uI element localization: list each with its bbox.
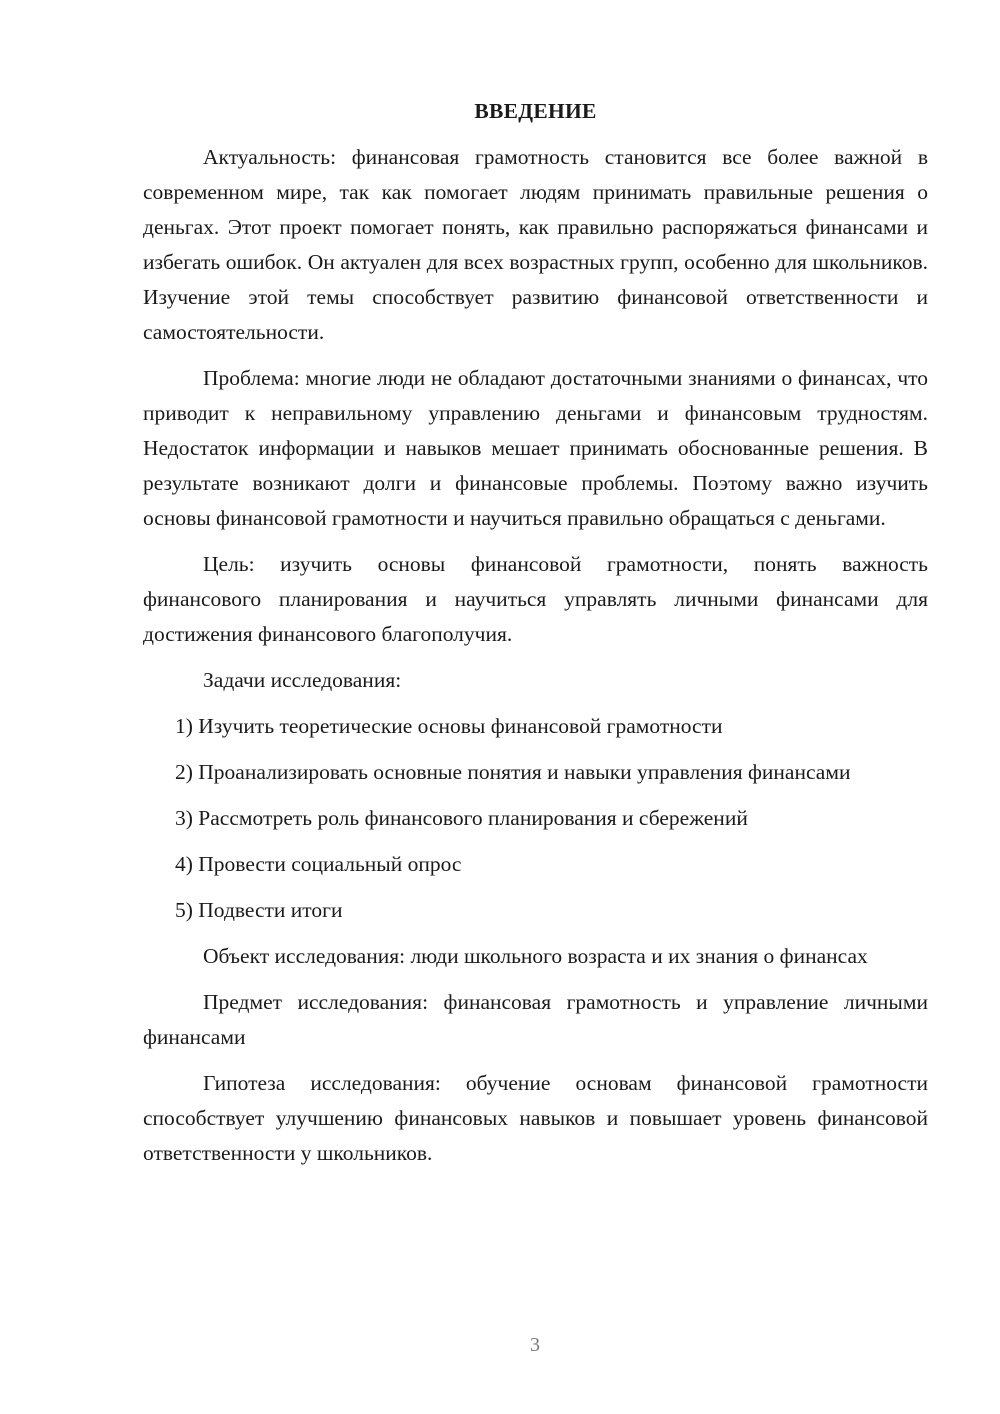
hypothesis-paragraph: Гипотеза исследования: обучение основам финансовой грамотности способствует улучшению финансовых навыков и повышает уровень финансовой ответственности у школьников. [143, 1071, 928, 1165]
tasks-heading: Задачи исследования: [203, 668, 402, 692]
task-item-4: 4) Провести социальный опрос [175, 852, 462, 876]
problem-paragraph: Проблема: многие люди не обладают достаточными знаниями о финансах, что приводит к неправильному управлению деньгами и финансовым трудностям. Недостаток информации и навыков мешает принимать обоснованные решения. В результате возникают долги и финансовые проблемы. Поэтому важно изучить основы финансовой грамотности и научиться правильно обращаться с деньгами. [143, 366, 928, 530]
task-item-3: 3) Рассмотреть роль финансового планирования и сбережений [175, 806, 748, 830]
relevance-paragraph: Актуальность: финансовая грамотность становится все более важной в современном мире, так как помогает людям принимать правильные решения о деньгах. Этот проект помогает понять, как правильно распоряжаться финансами и избегать ошибок. Он актуален для всех возрастных групп, особенно для школьников. Изучение этой темы способствует развитию финансовой ответственности и самостоятельности. [143, 145, 928, 344]
task-item-5: 5) Подвести итоги [175, 898, 343, 922]
task-item-1: 1) Изучить теоретические основы финансовой грамотности [175, 714, 723, 738]
document-page [143, 96, 928, 1171]
page-title: ВВЕДЕНИЕ [474, 99, 597, 123]
goal-paragraph: Цель: изучить основы финансовой грамотности, понять важность финансового планирования и научиться управлять личными финансами для достижения финансового благополучия. [143, 552, 928, 646]
subject-paragraph: Предмет исследования: финансовая грамотность и управление личными финансами [143, 990, 928, 1049]
object-paragraph: Объект исследования: люди школьного возраста и их знания о финансах [203, 944, 868, 968]
page-number: 3 [530, 1334, 540, 1356]
task-item-2: 2) Проанализировать основные понятия и навыки управления финансами [175, 760, 851, 784]
